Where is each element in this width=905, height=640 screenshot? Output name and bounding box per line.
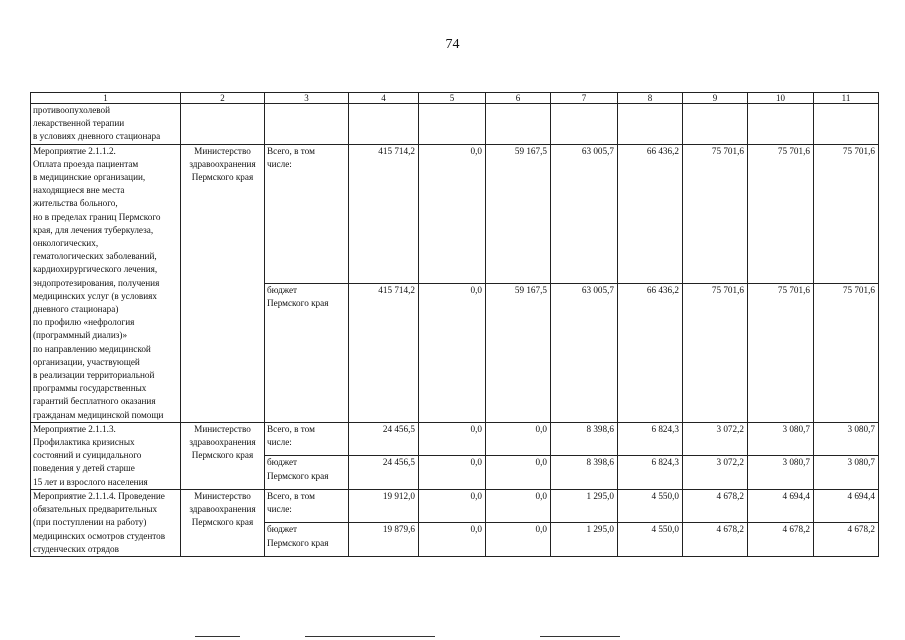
amount-total: 415 714,2	[349, 144, 419, 283]
activity-row-total	[31, 422, 879, 456]
activity-description-line: гражданам медицинской помощи	[33, 409, 164, 420]
activity-description-line: онкологических,	[33, 238, 99, 249]
activity-description-line: находящиеся вне места	[33, 185, 125, 196]
activity-description-line: Мероприятие 2.1.1.3.	[33, 423, 116, 434]
activity-description-line: 15 лет и взрослого населения	[33, 476, 148, 487]
activity-description-line: поведения у детей старше	[33, 463, 135, 474]
activity-description-line: состояний и суицидального	[33, 450, 142, 461]
amount-budget: 8 398,6	[551, 456, 618, 490]
amount-budget: 3 080,7	[814, 456, 879, 490]
column-number: 6	[486, 93, 551, 104]
bottom-rule	[305, 636, 435, 637]
column-number: 3	[265, 93, 349, 104]
amount-total: 4 550,0	[618, 489, 683, 523]
activity-description	[31, 144, 181, 422]
activity-description	[31, 422, 181, 489]
activity-row-total	[31, 489, 879, 523]
funding-source-budget: бюджет Пермского края	[265, 283, 349, 422]
amount-total: 0,0	[419, 422, 486, 456]
activity-description-line: гематологических заболеваний,	[33, 251, 157, 262]
amount-total: 4 694,4	[814, 489, 879, 523]
amount-budget: 66 436,2	[618, 283, 683, 422]
activity-description-line: эндопротезирования, получения	[33, 277, 160, 288]
amount-budget: 6 824,3	[618, 456, 683, 490]
amount-total: 0,0	[486, 422, 551, 456]
activity-description-line: Профилактика кризисных	[33, 437, 135, 448]
amount-budget: 4 678,2	[683, 523, 748, 557]
executor-line: здравоохранения	[189, 437, 256, 448]
amount-budget: 59 167,5	[486, 283, 551, 422]
funding-source-total: Всего, в том числе:	[265, 144, 349, 283]
amount-budget: 3 072,2	[683, 456, 748, 490]
amount-budget: 415 714,2	[349, 283, 419, 422]
activity-description-line: обязательных предварительных	[33, 504, 158, 515]
amount-budget: 4 550,0	[618, 523, 683, 557]
activity-description-line: (программный диализ)»	[33, 330, 128, 341]
amount-total: 3 080,7	[748, 422, 814, 456]
amount-total: 0,0	[486, 489, 551, 523]
activity-description-line: по направлению медицинской	[33, 343, 151, 354]
amount-budget: 0,0	[486, 456, 551, 490]
activity-description-line: в медицинские организации,	[33, 172, 146, 183]
executor-line: здравоохранения	[189, 158, 256, 169]
funding-source-total: Всего, в том числе:	[265, 489, 349, 523]
amount-budget: 75 701,6	[683, 283, 748, 422]
executor-line: Министерство	[194, 423, 251, 434]
activity-row-total	[31, 144, 879, 283]
amount-budget: 75 701,6	[814, 283, 879, 422]
amount-total: 0,0	[419, 489, 486, 523]
page-number: 74	[445, 37, 460, 52]
amount-total: 19 912,0	[349, 489, 419, 523]
executor	[181, 422, 265, 489]
column-number: 4	[349, 93, 419, 104]
continuation-row	[31, 104, 879, 145]
funding-source-total: Всего, в том числе:	[265, 422, 349, 456]
amount-budget: 24 456,5	[349, 456, 419, 490]
amount-budget: 63 005,7	[551, 283, 618, 422]
amount-budget: 75 701,6	[748, 283, 814, 422]
amount-total: 6 824,3	[618, 422, 683, 456]
program-table	[30, 92, 879, 557]
amount-total: 59 167,5	[486, 144, 551, 283]
activity-description-line: программы государственных	[33, 383, 147, 394]
amount-budget: 4 678,2	[814, 523, 879, 557]
amount-budget: 0,0	[419, 456, 486, 490]
executor-line: Пермского края	[191, 450, 254, 461]
bottom-rule	[540, 636, 620, 637]
column-number: 9	[683, 93, 748, 104]
amount-total: 3 072,2	[683, 422, 748, 456]
amount-budget: 4 678,2	[748, 523, 814, 557]
amount-budget: 19 879,6	[349, 523, 419, 557]
amount-total: 75 701,6	[814, 144, 879, 283]
column-number: 11	[814, 93, 879, 104]
column-number: 8	[618, 93, 683, 104]
amount-budget: 0,0	[419, 283, 486, 422]
activity-description-line: Мероприятие 2.1.1.4. Проведение	[33, 490, 165, 501]
amount-total: 75 701,6	[683, 144, 748, 283]
amount-budget: 0,0	[419, 523, 486, 557]
amount-total: 4 694,4	[748, 489, 814, 523]
funding-source-budget: бюджет Пермского края	[265, 456, 349, 490]
executor	[181, 489, 265, 556]
amount-budget: 3 080,7	[748, 456, 814, 490]
activity-description-line: кардиохирургического лечения,	[33, 264, 158, 275]
activity-description	[31, 489, 181, 556]
executor-line: Пермского края	[191, 172, 254, 183]
amount-total: 1 295,0	[551, 489, 618, 523]
amount-total: 4 678,2	[683, 489, 748, 523]
amount-total: 3 080,7	[814, 422, 879, 456]
funding-source-budget: бюджет Пермского края	[265, 523, 349, 557]
activity-description-line: по профилю «нефрология	[33, 317, 135, 328]
executor	[181, 144, 265, 422]
executor-line: Министерство	[194, 490, 251, 501]
executor-line: Пермского края	[191, 517, 254, 528]
activity-description-line: в реализации территориальной	[33, 370, 155, 381]
activity-description-line: Мероприятие 2.1.1.2.	[33, 145, 116, 156]
amount-total: 63 005,7	[551, 144, 618, 283]
column-number-header	[31, 93, 879, 104]
activity-description-line: (при поступлении на работу)	[33, 517, 147, 528]
amount-total: 0,0	[419, 144, 486, 283]
column-number: 7	[551, 93, 618, 104]
amount-budget: 1 295,0	[551, 523, 618, 557]
activity-description-line: жительства больного,	[33, 198, 118, 209]
amount-total: 24 456,5	[349, 422, 419, 456]
executor-line: Министерство	[194, 145, 251, 156]
executor-line: здравоохранения	[189, 504, 256, 515]
column-number: 10	[748, 93, 814, 104]
activity-description-line: организации, участвующей	[33, 356, 140, 367]
activity-description-line: гарантий бесплатного оказания	[33, 396, 156, 407]
activity-description-line: студенческих отрядов	[33, 543, 119, 554]
activity-description-line: дневного стационара)	[33, 304, 119, 315]
continuation-description: противоопухолевой лекарственной терапии в условиях дневного стационара	[31, 104, 181, 145]
amount-total: 66 436,2	[618, 144, 683, 283]
activity-description-line: медицинских услуг (в условиях	[33, 290, 157, 301]
column-number: 5	[419, 93, 486, 104]
bottom-rule	[195, 636, 240, 637]
amount-budget: 0,0	[486, 523, 551, 557]
amount-total: 8 398,6	[551, 422, 618, 456]
amount-total: 75 701,6	[748, 144, 814, 283]
activity-description-line: медицинских осмотров студентов	[33, 530, 166, 541]
column-number: 1	[31, 93, 181, 104]
activity-description-line: Оплата проезда пациентам	[33, 158, 139, 169]
activity-description-line: но в пределах границ Пермского	[33, 211, 161, 222]
column-number: 2	[181, 93, 265, 104]
activity-description-line: края, для лечения туберкулеза,	[33, 224, 154, 235]
